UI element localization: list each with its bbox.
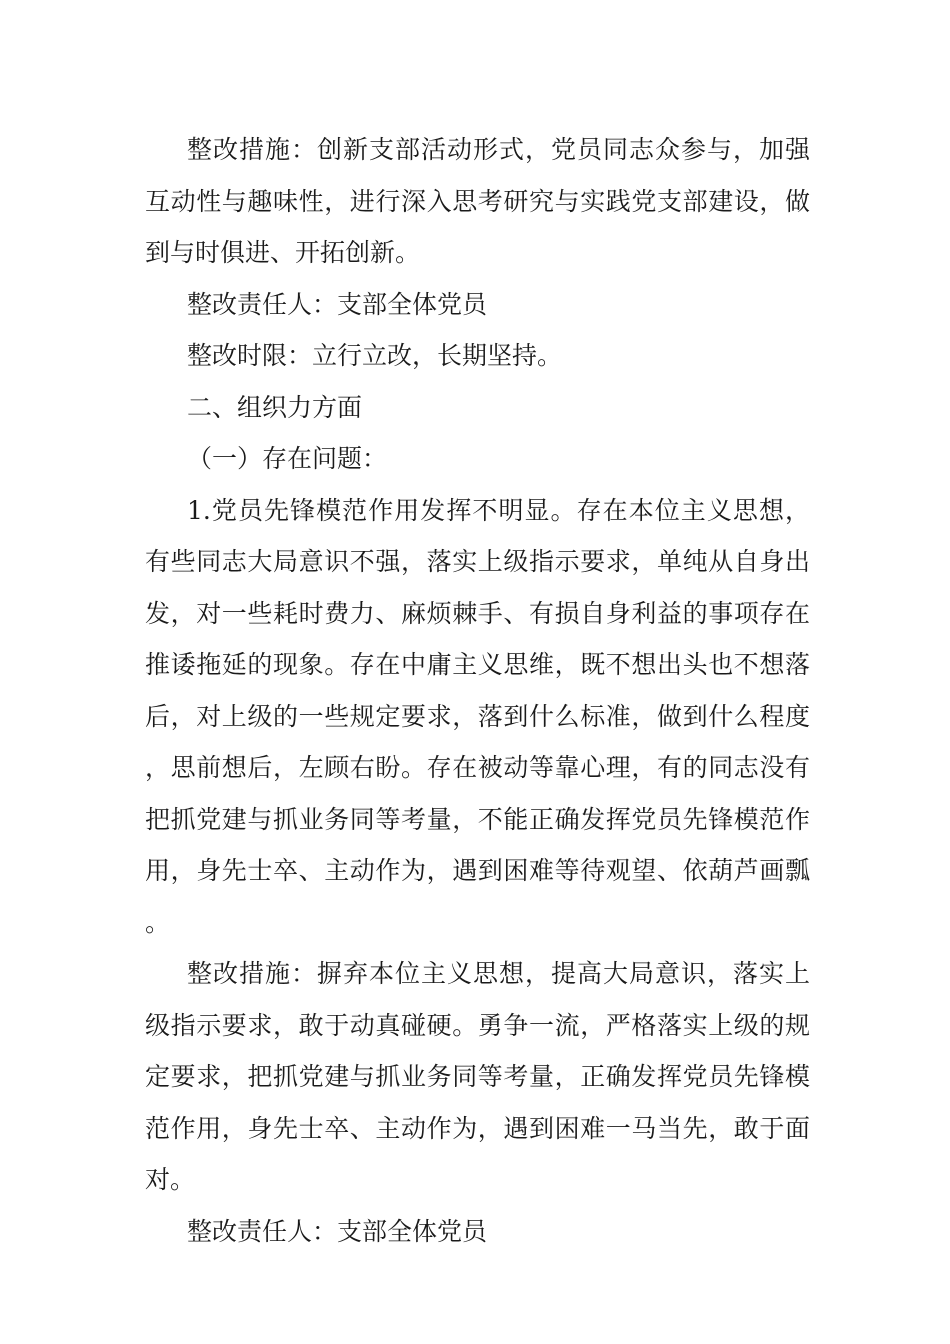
- paragraph-deadline-1: 整改时限：立行立改，长期坚持。: [187, 341, 563, 370]
- paragraph-measures-2: 整改措施：摒弃本位主义思想，提高大局意识，落实上级指示要求，敢于动真碰硬。勇争一流，严格落实上级的规定要求，把抓党建与抓业务同等考量，正确发挥党员先锋模范作用，身先士卒、主动作为，遇到困难一马当先，敢于面对。: [145, 959, 810, 1194]
- paragraph-responsible-2: 整改责任人：支部全体党员: [187, 1216, 488, 1246]
- paragraph-responsible-1: 整改责任人：支部全体党员: [187, 289, 488, 319]
- document-body: [145, 124, 810, 1257]
- paragraph-problem-1: 1.党员先锋模范作用发挥不明显。存在本位主义思想，有些同志大局意识不强，落实上级指示要求，单纯从自身出发，对一些耗时费力、麻烦棘手、有损自身利益的事项存在推诿拖延的现象。存在中庸主义思维，既不想出头也不想落后，对上级的一些规定要求，落到什么标准，做到什么程度，思前想后，左顾右盼。存在被动等靠心理，有的同志没有把抓党建与抓业务同等考量，不能正确发挥党员先锋模范作用，身先士卒、主动作为，遇到困难等待观望、依葫芦画瓢。: [145, 495, 810, 937]
- section-heading-organization: 二、组织力方面: [187, 392, 363, 422]
- subsection-heading-problems: （一）存在问题：: [187, 444, 388, 473]
- paragraph-measures-1: 整改措施：创新支部活动形式，党员同志众参与，加强互动性与趣味性，进行深入思考研究与实践党支部建设，做到与时俱进、开拓创新。: [145, 135, 810, 267]
